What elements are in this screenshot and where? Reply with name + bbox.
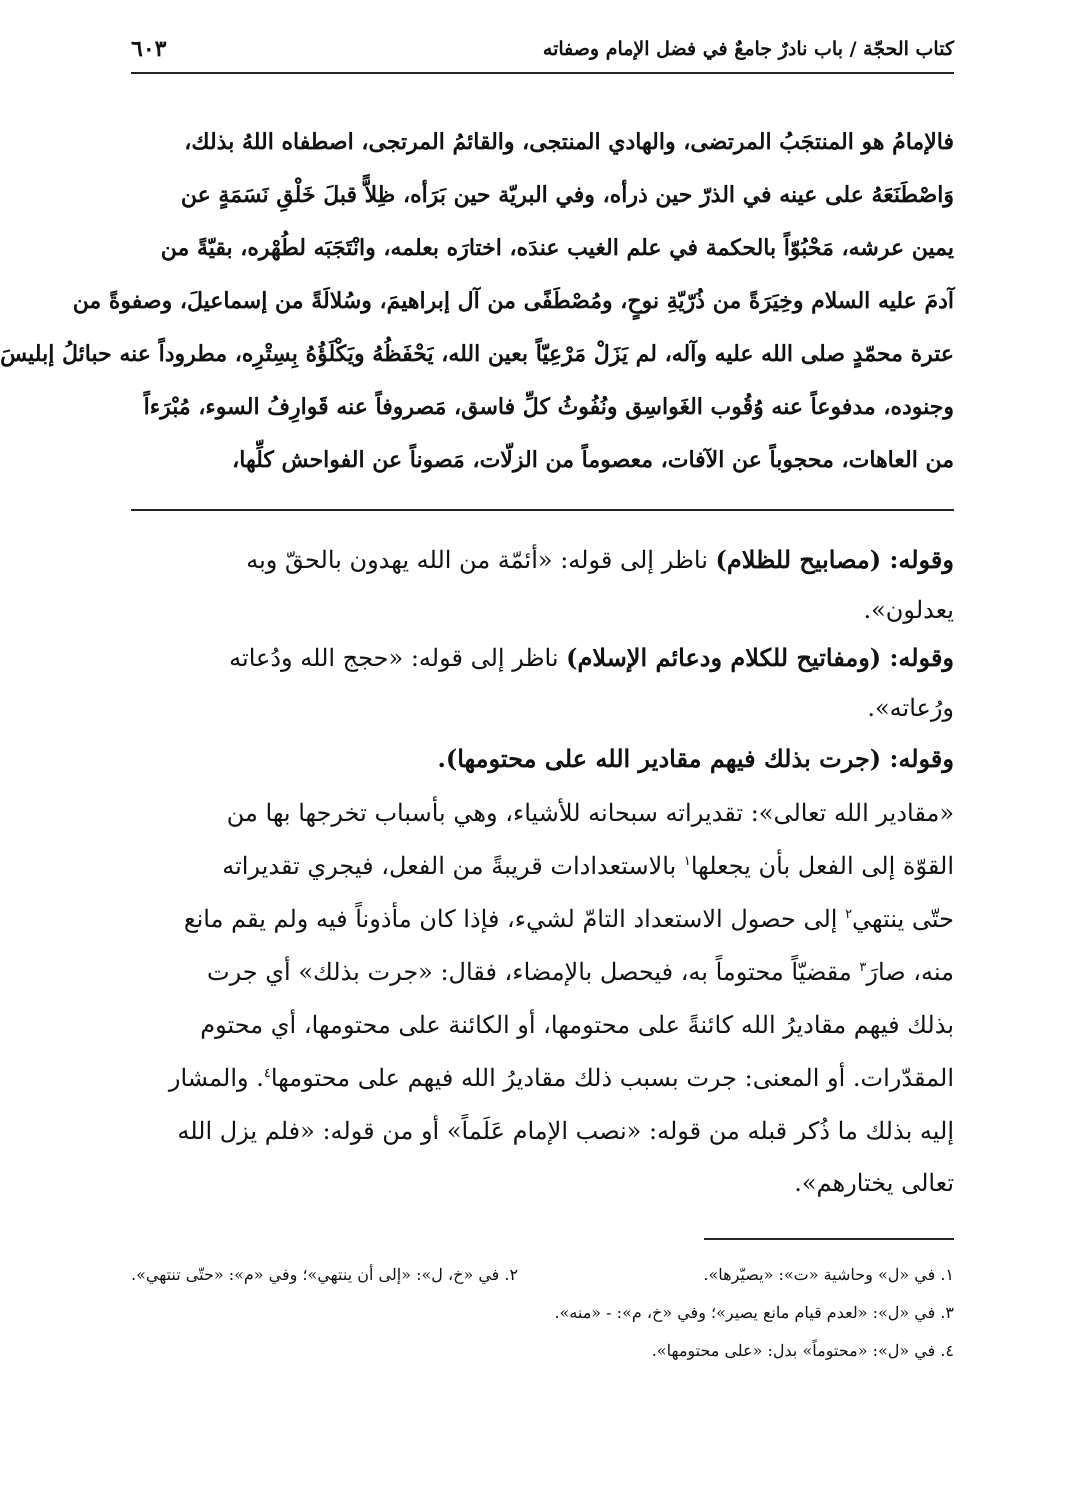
footnote-3: ٣. في «ل»: «لعدم قيام مانع يصير»؛ وفي «خ، م»: - «منه».	[554, 1303, 954, 1322]
commentary-line: المقدّرات. أو المعنى: جرت بسبب ذلك مقاديرُ الله فيهم على محتومها$^٤$. والمشار	[168, 1064, 954, 1092]
footnote-1: ١. في «ل» وحاشية «ت»: «يصيّرها».	[703, 1265, 954, 1284]
commentary-line: يعدلون».	[863, 596, 954, 624]
commentary-line: إليه بذلك ما ذُكر قبله من قوله: «نصب الإمام عَلَماً» أو من قوله: «فلم يزل الله	[177, 1117, 954, 1145]
main-text-line: من العاهات، محجوباً عن الآفات، معصوماً من الزلّات، مَصوناً عن الفواحش كلِّها،	[232, 447, 954, 473]
commentary-text: ناظر إلى قوله: «أئمّة من الله يهدون بالحقّ وبه	[246, 546, 716, 574]
commentary-text: ناظر إلى قوله: «حجج الله ودُعاته	[229, 644, 567, 672]
main-text-line: عترة محمّدٍ صلى الله عليه وآله، لم يَزَلْ مَرْعِيّاً بعين الله، يَحْفَظُهُ ويَكْلَؤُهُ بِسِتْرِه، مطروداً عنه حبائلُ إبليسَ	[0, 341, 954, 367]
footnote-ref: ٢	[845, 907, 853, 922]
main-text-line: يمين عرشه، مَحْبُوّاً بالحكمة في علم الغيب عندَه، اختارَه بعلمه، وانْتَجَبَه لطُهْره، بقيّةً من	[160, 235, 954, 261]
commentary-heading: وقوله: (جرت بذلك فيهم مقادير الله على محتومها).	[437, 744, 954, 773]
commentary-line: بذلك فيهم مقاديرُ الله كائنةً على محتومها، أو الكائنة على محتومها، أي محتوم	[200, 1011, 954, 1039]
footnote-2: ٢. في «خ، ل»: «إلى أن ينتهي»؛ وفي «م»: «حتّى تنتهي».	[131, 1265, 519, 1284]
main-text-line: وجنوده، مدفوعاً عنه وُقُوب الغَواسِق ونُفُوثُ كلِّ فاسق، مَصروفاً عنه قَوارِفُ السوء، مُبْرَءاً	[143, 394, 954, 420]
text-separator	[131, 509, 954, 511]
commentary-line	[131, 539, 954, 581]
commentary-line: تعالى يختارهم».	[794, 1169, 954, 1197]
main-text-line: فالإمامُ هو المنتجَبُ المرتضى، والهادي المنتجى، والقائمُ المرتجى، اصطفاه اللهُ بذلك،	[184, 129, 954, 155]
footnote-row	[131, 1261, 954, 1289]
footnote-ref: ١	[683, 854, 691, 869]
commentary-lead: وقوله: (مصابيح للظلام)	[715, 545, 954, 574]
footnote-separator	[704, 1238, 954, 1240]
page-number: ٦٠٣	[131, 36, 167, 62]
footnote-ref: ٤	[263, 1066, 271, 1081]
running-header	[131, 38, 954, 74]
commentary-line: منه، صارَ$^٣$ مقضيّاً محتوماً به، فيحصل بالإمضاء، فقال: «جرت بذلك» أي جرت	[206, 958, 954, 986]
footnote-4: ٤. في «ل»: «محتوماً» بدل: «على محتومها».	[651, 1341, 954, 1360]
commentary-line: القوّة إلى الفعل بأن يجعلها$^١$ بالاستعدادات قريبةً من الفعل، فيجري تقديراته	[222, 852, 954, 880]
footnote-ref: ٣	[859, 960, 867, 975]
commentary-line: «مقادير الله تعالى»: تقديراته سبحانه للأشياء، وهي بأسباب تخرجها بها من	[226, 799, 954, 827]
commentary-line: حتّى ينتهي$^٢$ إلى حصول الاستعداد التامّ لشيء، فإذا كان مأذوناً فيه ولم يقم مانع	[183, 905, 954, 933]
commentary-line: ورُعاته».	[867, 694, 954, 722]
main-text-line: وَاصْطَنَعَهُ على عينه في الذرّ حين ذرأه، وفي البريّة حين بَرَأه، ظِلاًّ قبلَ خَلْقِ نَسَمَةٍ عن	[180, 182, 954, 208]
commentary-line	[131, 637, 954, 679]
commentary-lead: وقوله: (ومفاتيح للكلام ودعائم الإسلام)	[566, 643, 954, 672]
main-text-line: آدمَ عليه السلام وخِيَرَةً من ذُرّيّةِ نوحٍ، ومُصْطَفًى من آل إبراهيمَ، وسُلالَةً من إسماعيلَ، وصفوةً من	[72, 288, 954, 314]
chapter-title: كتاب الحجّة / باب نادرٌ جامعٌ في فضل الإمام وصفاته	[542, 38, 954, 60]
